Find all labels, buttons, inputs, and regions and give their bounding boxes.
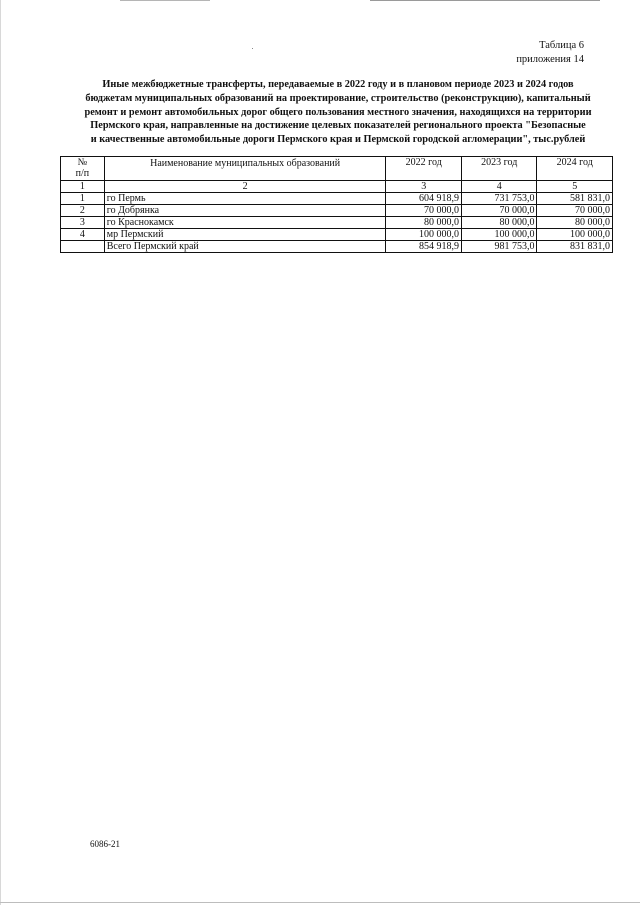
column-index: 4 <box>461 181 537 193</box>
appendix-reference <box>516 39 584 67</box>
header-year-2023: 2023 год <box>461 157 537 181</box>
transfers-table <box>60 156 613 253</box>
scan-edge-top <box>370 0 600 1</box>
title-line: ремонт и ремонт автомобильных дорог общего пользования местного значения, находящихся на территории <box>84 106 592 118</box>
row-value-2023: 80 000,0 <box>461 217 537 229</box>
header-number <box>61 157 105 181</box>
header-municipality-name: Наименование муниципальных образований <box>104 157 386 181</box>
row-number: 1 <box>61 193 105 205</box>
title-line: и качественные автомобильные дороги Пермского края и Пермской городской агломерации", тыс.рублей <box>90 134 586 146</box>
column-index: 5 <box>537 181 613 193</box>
total-value-2023: 981 753,0 <box>461 241 537 253</box>
row-municipality: мр Пермский <box>104 229 386 241</box>
row-value-2022: 604 918,9 <box>386 193 462 205</box>
document-title <box>60 78 616 147</box>
scan-edge-top-short <box>120 0 210 1</box>
row-municipality: го Краснокамск <box>104 217 386 229</box>
row-number: 2 <box>61 205 105 217</box>
row-value-2024: 80 000,0 <box>537 217 613 229</box>
row-value-2023: 100 000,0 <box>461 229 537 241</box>
row-municipality: го Добрянка <box>104 205 386 217</box>
column-index: 2 <box>104 181 386 193</box>
row-value-2023: 70 000,0 <box>461 205 537 217</box>
table-header-row <box>61 157 613 181</box>
row-value-2022: 80 000,0 <box>386 217 462 229</box>
table-row <box>61 205 613 217</box>
row-value-2024: 581 831,0 <box>537 193 613 205</box>
table-row <box>61 193 613 205</box>
appendix-annex-number: приложения 14 <box>516 54 584 65</box>
table-total-row <box>61 241 613 253</box>
row-value-2022: 100 000,0 <box>386 229 462 241</box>
row-number: 4 <box>61 229 105 241</box>
title-line: бюджетам муниципальных образований на проектирование, строительство (реконструкцию), капитальный <box>85 92 591 104</box>
column-index-row <box>61 181 613 193</box>
header-year-2024: 2024 год <box>537 157 613 181</box>
table-row <box>61 229 613 241</box>
row-municipality: го Пермь <box>104 193 386 205</box>
column-index: 3 <box>386 181 462 193</box>
scan-edge-left <box>0 0 1 905</box>
scan-speck <box>252 48 253 49</box>
total-number-empty <box>61 241 105 253</box>
row-value-2024: 70 000,0 <box>537 205 613 217</box>
row-value-2023: 731 753,0 <box>461 193 537 205</box>
total-label: Всего Пермский край <box>104 241 386 253</box>
title-line: Иные межбюджетные трансферты, передаваемые в 2022 году и в плановом периоде 2023 и 2024 годов <box>102 79 574 90</box>
document-registration-code: 6086-21 <box>90 839 120 849</box>
header-number-abbrev: п/п <box>75 168 90 179</box>
header-year-2022: 2022 год <box>386 157 462 181</box>
total-value-2024: 831 831,0 <box>537 241 613 253</box>
total-value-2022: 854 918,9 <box>386 241 462 253</box>
title-line: Пермского края, направленные на достижение целевых показателей регионального проекта "Безопасные <box>90 120 586 132</box>
table-row <box>61 217 613 229</box>
row-value-2022: 70 000,0 <box>386 205 462 217</box>
column-index: 1 <box>61 181 105 193</box>
scan-edge-bottom <box>0 902 640 903</box>
row-number: 3 <box>61 217 105 229</box>
appendix-table-number: Таблица 6 <box>539 40 584 51</box>
row-value-2024: 100 000,0 <box>537 229 613 241</box>
header-number-sign: № <box>77 157 88 168</box>
